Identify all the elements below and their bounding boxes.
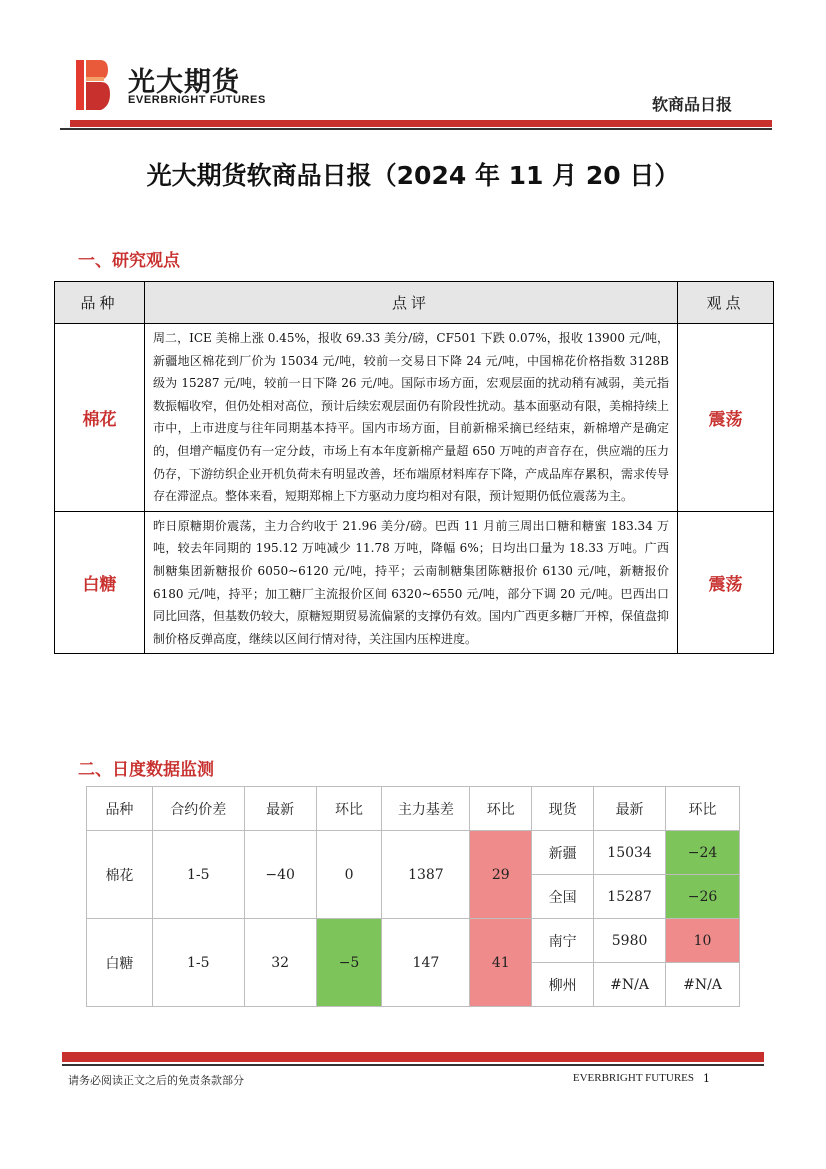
footer-rule: [62, 1052, 764, 1062]
spread-chg: 0: [316, 831, 382, 919]
research-table: [54, 281, 774, 654]
spot-chg: #N/A: [666, 963, 740, 1007]
page-number: 1: [703, 1072, 710, 1085]
spot-latest: 15287: [594, 875, 666, 919]
product-name: 白糖: [87, 919, 153, 1007]
header-rule: [70, 120, 772, 127]
product-name: 棉花: [55, 324, 145, 512]
footer-company: EVERBRIGHT FUTURES: [572, 1072, 694, 1084]
header-chg: 环比: [316, 787, 382, 831]
product-comment: 昨日原糖期价震荡，主力合约收于 21.96 美分/磅。巴西 11 月前三周出口糖和糖蜜 183.34 万吨，较去年同期的 195.12 万吨减少 11.78 万吨，降幅 6%；日均出口量为 18.33 万吨。广西制糖集团新糖报价 6050~6120 元/吨，持平；云南制糖集团陈糖报价 6130 元/吨，新糖报价 6180 元/吨，持平；加工糖厂主流报价区间 6320~6550 元/吨，部分下调 20 元/吨。巴西出口同比回落，但基数仍较大，原糖短期贸易流偏紧的支撑仍有效。国内广西更多糖厂开榨，保值盘抑制价格反弹高度，继续以区间行情对待，关注国内压榨进度。: [145, 511, 678, 654]
footer-rule-thin: [62, 1064, 764, 1066]
header-spot-latest: 最新: [594, 787, 666, 831]
product-name: 棉花: [87, 831, 153, 919]
product-name: 白糖: [55, 511, 145, 654]
basis-value: 147: [382, 919, 470, 1007]
monitor-table: [86, 786, 740, 1007]
spot-chg: 10: [666, 919, 740, 963]
table-header-row: [55, 282, 774, 324]
header-comment: 点评: [145, 282, 678, 324]
basis-chg: 41: [470, 919, 532, 1007]
page-header: [60, 58, 772, 130]
header-rule-thin: [60, 128, 772, 130]
spot-name: 全国: [532, 875, 594, 919]
table-header-row: [87, 787, 740, 831]
report-type: 软商品日报: [651, 95, 732, 114]
spot-chg: −24: [666, 831, 740, 875]
header-view: 观点: [678, 282, 774, 324]
table-row: [87, 831, 740, 875]
header-spot-chg: 环比: [666, 787, 740, 831]
everbright-logo-icon: [76, 60, 110, 110]
spread-value: 1-5: [152, 831, 244, 919]
basis-value: 1387: [382, 831, 470, 919]
spread-chg: −5: [316, 919, 382, 1007]
basis-chg: 29: [470, 831, 532, 919]
header-product: 品种: [55, 282, 145, 324]
header-basis-chg: 环比: [470, 787, 532, 831]
header-product: 品种: [87, 787, 153, 831]
header-latest: 最新: [244, 787, 316, 831]
header-spread: 合约价差: [152, 787, 244, 831]
product-view: 震荡: [678, 511, 774, 654]
product-comment: 周二，ICE 美棉上涨 0.45%，报收 69.33 美分/磅，CF501 下跌 0.07%，报收 13900 元/吨，新疆地区棉花到厂价为 15034 元/吨，较前一交易日下降 24 元/吨，中国棉花价格指数 3128B 级为 15287 元/吨，较前一日下降 26 元/吨。国际市场方面，宏观层面的扰动稍有减弱，美元指数振幅收窄，但仍处相对高位，预计后续宏观层面仍有阶段性扰动。基本面驱动有限，美棉持续上市中，上市进度与往年同期基本持平。国内市场方面，目前新棉采摘已经结束，新棉增产是确定的，但增产幅度仍有一定分歧，市场上有本年度新棉产量超 650 万吨的声音存在，供应端的压力仍存，下游纺织企业开机负荷未有明显改善，坯布端原材料库存下降，产成品库存累积，需求传导存在滞涩点。整体来看，短期郑棉上下方驱动力度均相对有限，预计短期仍低位震荡为主。: [145, 324, 678, 512]
table-row: [55, 324, 774, 512]
spot-latest: 15034: [594, 831, 666, 875]
section-title-monitor: 二、日度数据监测: [78, 760, 214, 780]
spot-name: 柳州: [532, 963, 594, 1007]
spot-chg: −26: [666, 875, 740, 919]
section-title-research: 一、研究观点: [78, 251, 180, 271]
logo-text-cn: 光大期货: [128, 67, 240, 98]
header-spot: 现货: [532, 787, 594, 831]
spot-latest: #N/A: [594, 963, 666, 1007]
spread-value: 1-5: [152, 919, 244, 1007]
spread-latest: −40: [244, 831, 316, 919]
header-basis: 主力基差: [382, 787, 470, 831]
disclaimer-note: 请务必阅读正文之后的免责条款部分: [68, 1074, 244, 1087]
spot-name: 新疆: [532, 831, 594, 875]
document-title: 光大期货软商品日报（2024 年 11 月 20 日）: [146, 161, 680, 190]
spot-name: 南宁: [532, 919, 594, 963]
table-row: [87, 919, 740, 963]
spread-latest: 32: [244, 919, 316, 1007]
table-row: [55, 511, 774, 654]
spot-latest: 5980: [594, 919, 666, 963]
logo-text-en: EVERBRIGHT FUTURES: [128, 94, 266, 106]
product-view: 震荡: [678, 324, 774, 512]
